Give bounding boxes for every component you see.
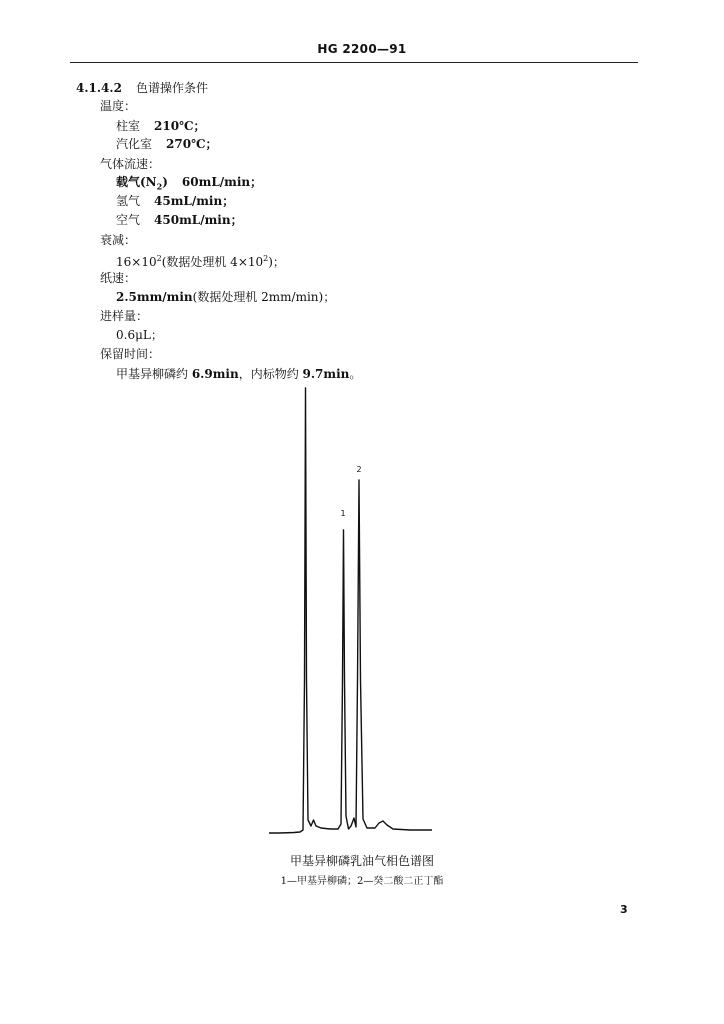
hydrogen-value: 45mL/min；	[154, 194, 235, 208]
air-value: 450mL/min；	[154, 213, 243, 227]
injection-volume-label: 进样量：	[100, 309, 149, 323]
retention-time-row: 甲基异柳磷约 6.9min，内标物约 9.7min。	[116, 367, 362, 381]
temperature-label: 温度：	[100, 99, 137, 113]
header-divider	[70, 62, 638, 63]
air-label: 空气	[116, 213, 141, 227]
paper-speed-note: (数据处理机 2mm/min)；	[192, 290, 336, 304]
injection-volume-value: 0.6μL；	[116, 328, 163, 342]
column-temperature-value: 210℃；	[154, 119, 206, 133]
retention-time-target: 6.9min	[191, 367, 239, 381]
vaporizer-temperature-row	[116, 136, 217, 152]
gas-flow-label: 气体流速：	[100, 157, 161, 171]
paper-speed-label: 纸速：	[100, 271, 137, 285]
section-heading	[76, 80, 208, 96]
column-temperature-row	[116, 118, 205, 134]
figure-caption: 甲基异柳磷乳油气相色谱图	[289, 854, 434, 868]
peak-label-2: 2	[356, 465, 362, 474]
hydrogen-row	[116, 193, 234, 209]
paper-speed-row	[116, 289, 335, 305]
section-title: 色谱操作条件	[135, 81, 208, 95]
standard-code-header: HG 2200—91	[317, 42, 407, 56]
attenuation-label: 衰减：	[100, 233, 137, 247]
page-number: 3	[620, 903, 628, 916]
section-number: 4.1.4.2	[76, 81, 122, 95]
retention-time-label: 保留时间：	[100, 347, 161, 361]
chromatogram-figure	[260, 380, 460, 846]
carrier-gas-value: 60mL/min；	[181, 175, 263, 189]
vaporizer-temperature-label: 汽化室	[116, 137, 153, 151]
column-temperature-label: 柱室	[116, 119, 141, 133]
figure-legend: 1—甲基异柳磷；2—癸二酸二正丁酯	[280, 876, 444, 887]
air-row	[116, 212, 243, 228]
paper-speed-value: 2.5mm/min	[116, 290, 193, 304]
carrier-gas-label: 载气$(N_2)$	[116, 175, 168, 192]
vaporizer-temperature-value: 270℃；	[166, 137, 218, 151]
hydrogen-label: 氢气	[116, 194, 141, 208]
retention-time-internal-standard: 9.7min	[302, 367, 350, 381]
peak-label-1: 1	[340, 509, 346, 518]
attenuation-value: $16\times 10^2$(数据处理机 $4\times 10^2$)；	[116, 254, 285, 269]
chromatogram-trace	[269, 388, 432, 833]
carrier-gas-row	[116, 174, 262, 194]
